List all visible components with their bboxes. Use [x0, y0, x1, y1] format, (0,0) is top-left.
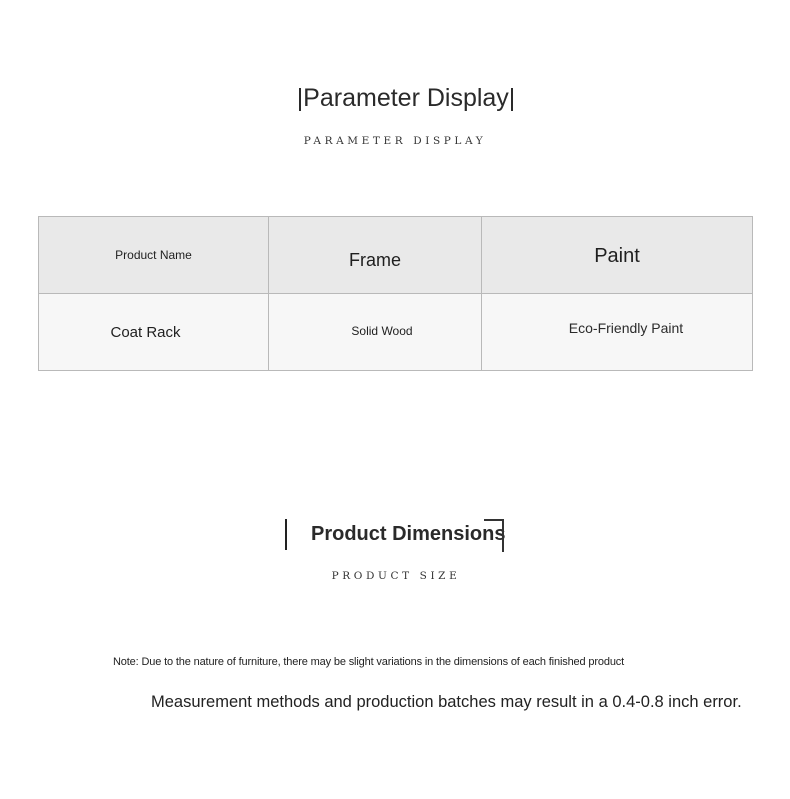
product-dimensions-title: Product Dimensions — [311, 523, 506, 545]
frame-value: Solid Wood — [351, 324, 413, 338]
header-frame: Frame — [348, 249, 401, 270]
parameter-display-subtitle: PARAMETER DISPLAY — [303, 135, 487, 147]
title-corner-bracket — [484, 519, 504, 552]
dimensions-note: Note: Due to the nature of furniture, there may be slight variations in the dimensions of each finished product — [113, 656, 625, 668]
product-name-value: Coat Rack — [110, 323, 181, 341]
product-size-subtitle: PRODUCT SIZE — [331, 570, 461, 582]
measurement-error-note: Measurement methods and production batches may result in a 0.4-0.8 inch error. — [151, 693, 742, 711]
table-header-row — [39, 217, 753, 294]
table-cell — [482, 294, 753, 371]
header-paint: Paint — [594, 244, 640, 267]
header-cell — [39, 217, 269, 294]
paint-value: Eco-Friendly Paint — [568, 320, 684, 336]
table-cell — [39, 294, 269, 371]
table-cell — [269, 294, 482, 371]
title-accent-bar — [285, 519, 287, 550]
header-cell — [482, 217, 753, 294]
header-cell — [269, 217, 482, 294]
parameter-display-title: |Parameter Display| — [296, 84, 516, 112]
parameter-table — [38, 216, 753, 371]
header-product-name: Product Name — [115, 248, 192, 262]
table-row — [39, 294, 753, 371]
